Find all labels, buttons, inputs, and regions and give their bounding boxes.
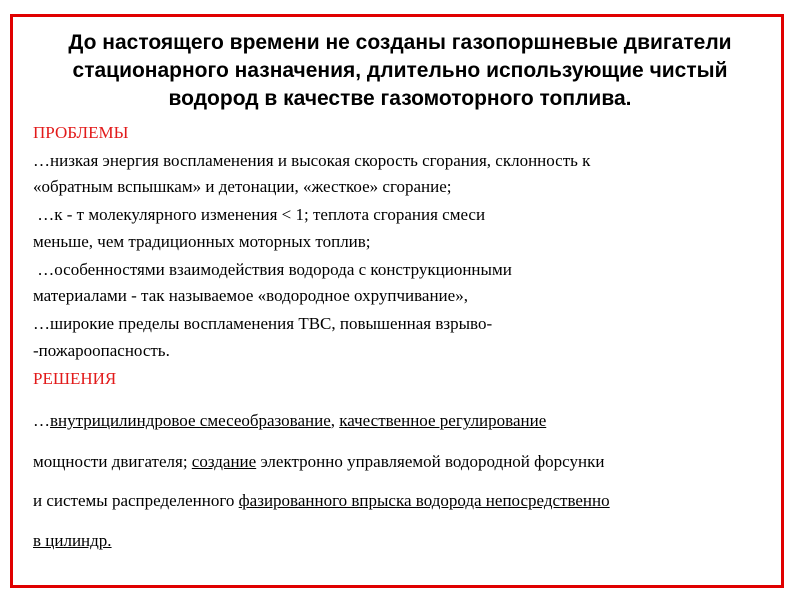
solution-text: электронно управляемой водородной форсунки <box>256 452 605 471</box>
solution-underlined-text: внутрицилиндровое смесеобразование <box>50 411 331 430</box>
problem-2-line-1: …к - т молекулярного изменения < 1; теплота сгорания смеси <box>33 205 486 224</box>
problem-3-line-1: …особенностями взаимодействия водорода с конструкционными <box>33 260 512 279</box>
solution-underlined-text: создание <box>191 452 257 471</box>
problem-1-line-1: …низкая энергия воспламенения и высокая скорость сгорания, склонность к <box>33 151 591 170</box>
solution-underlined-text: в цилиндр. <box>33 531 112 550</box>
problem-4-line-1: …широкие пределы воспламенения ТВС, повышенная взрыво- <box>33 314 493 333</box>
solution-line-4 <box>33 531 112 551</box>
solution-text: … <box>33 411 50 430</box>
problem-1-line-2: «обратным вспышкам» и детонации, «жесткое» сгорание; <box>33 177 452 196</box>
solution-line-3 <box>33 491 610 511</box>
solution-underlined-text: качественное регулирование <box>339 411 547 430</box>
solution-line-2 <box>33 452 604 472</box>
slide-heading <box>13 29 787 113</box>
problems-label: ПРОБЛЕМЫ <box>33 123 129 142</box>
heading-line-2: стационарного назначения, длительно использующие чистый <box>72 59 728 82</box>
solution-text: и системы распределенного <box>33 491 239 510</box>
slide-frame <box>10 14 784 588</box>
solution-underlined-text: фазированного впрыска водорода непосредственно <box>238 491 610 510</box>
heading-line-3: водород в качестве газомоторного топлива. <box>168 87 632 110</box>
solution-line-1 <box>33 411 546 431</box>
problem-3-line-2: материалами - так называемое «водородное охрупчивание», <box>33 286 468 305</box>
problem-4-line-2: -пожароопасность. <box>33 341 170 360</box>
solution-text: мощности двигателя; <box>33 452 192 471</box>
solution-text: , <box>330 411 340 430</box>
problem-2-line-2: меньше, чем традиционных моторных топлив; <box>33 232 371 251</box>
solutions-label: РЕШЕНИЯ <box>33 369 117 388</box>
heading-line-1: До настоящего времени не созданы газопоршневые двигатели <box>68 31 732 54</box>
